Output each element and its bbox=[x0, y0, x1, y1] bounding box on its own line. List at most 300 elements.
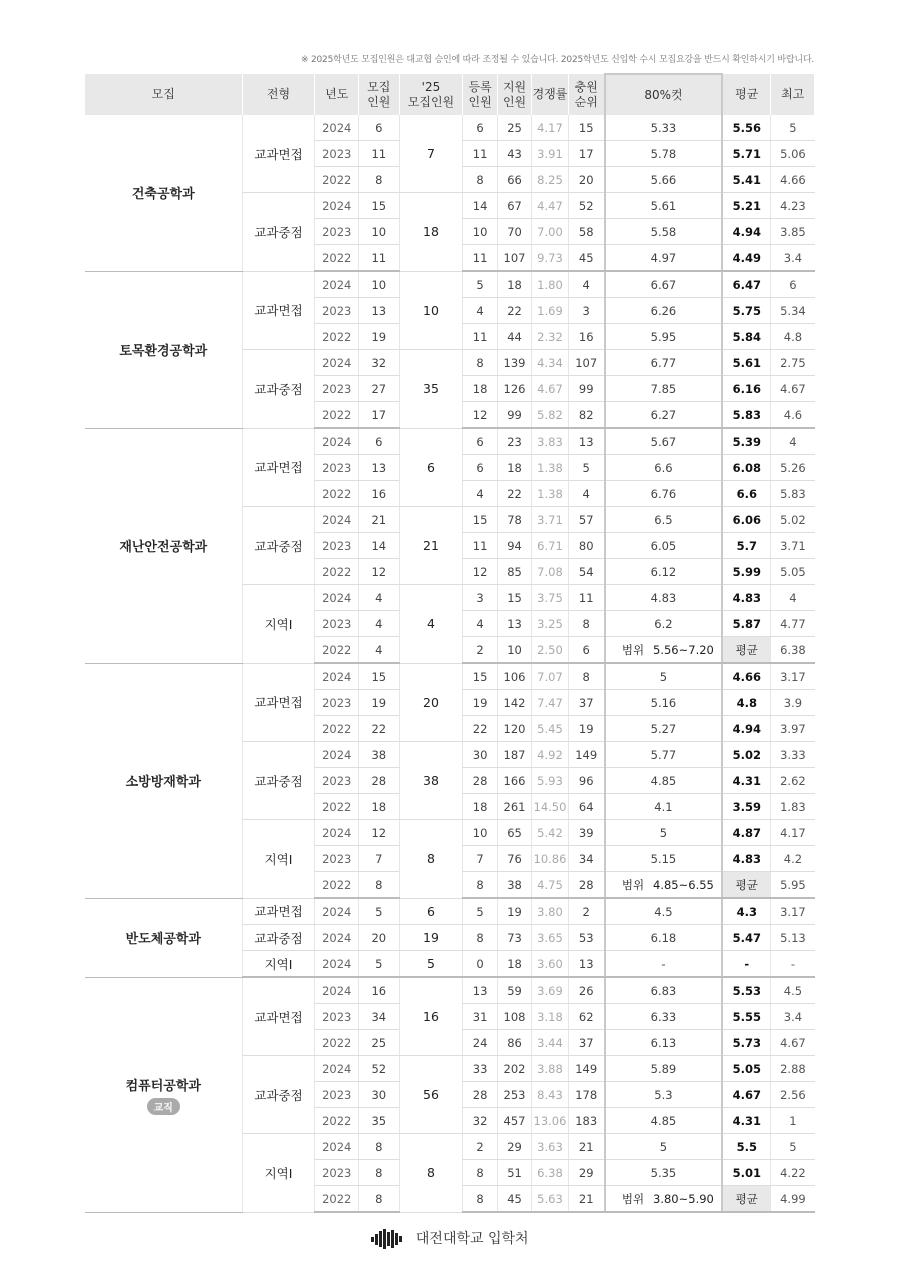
admission-results-table bbox=[85, 73, 815, 1213]
quota-cell: 18 bbox=[359, 794, 400, 820]
competition-rate-cell: 5.63 bbox=[532, 1186, 568, 1213]
competition-rate-cell: 3.25 bbox=[532, 611, 568, 637]
average-cell: 5.5 bbox=[722, 1134, 771, 1160]
waitlist-rank-cell: 149 bbox=[568, 1056, 604, 1082]
max-cell: 3.17 bbox=[771, 663, 815, 690]
max-cell: 3.17 bbox=[771, 898, 815, 925]
average-cell: 5.53 bbox=[722, 977, 771, 1004]
applicants-cell: 106 bbox=[497, 663, 531, 690]
registered-cell: 8 bbox=[463, 1160, 497, 1186]
waitlist-rank-cell: 21 bbox=[568, 1186, 604, 1213]
max-cell: 5.34 bbox=[771, 298, 815, 324]
quota-cell: 10 bbox=[359, 271, 400, 298]
cut-80-cell: 6.6 bbox=[605, 455, 723, 481]
competition-rate-cell: 1.38 bbox=[532, 455, 568, 481]
max-cell: - bbox=[771, 951, 815, 978]
waitlist-rank-cell: 178 bbox=[568, 1082, 604, 1108]
cut-80-cell: 5 bbox=[605, 1134, 723, 1160]
registered-cell: 15 bbox=[463, 663, 497, 690]
admission-type-cell: 교과중점 bbox=[242, 742, 315, 820]
applicants-cell: 45 bbox=[497, 1186, 531, 1213]
cut-80-cell: 6.5 bbox=[605, 507, 723, 533]
cut-80-cell: 6.18 bbox=[605, 925, 723, 951]
waitlist-rank-cell: 13 bbox=[568, 951, 604, 978]
waitlist-rank-cell: 54 bbox=[568, 559, 604, 585]
teaching-badge: 교직 bbox=[147, 1098, 180, 1115]
admission-type-cell: 지역Ⅰ bbox=[242, 1134, 315, 1213]
competition-rate-cell: 5.82 bbox=[532, 402, 568, 429]
cut-80-cell: 6.05 bbox=[605, 533, 723, 559]
header-cell: 최고 bbox=[771, 74, 815, 115]
max-cell: 4.23 bbox=[771, 193, 815, 219]
waitlist-rank-cell: 4 bbox=[568, 481, 604, 507]
average-cell: 4.49 bbox=[722, 245, 771, 272]
average-cell: 5.55 bbox=[722, 1004, 771, 1030]
major-name: 재난안전공학과 bbox=[119, 540, 208, 555]
average-cell: 4.66 bbox=[722, 663, 771, 690]
average-cell: 6.06 bbox=[722, 507, 771, 533]
applicants-cell: 107 bbox=[497, 245, 531, 272]
max-cell: 5 bbox=[771, 1134, 815, 1160]
waitlist-rank-cell: 2 bbox=[568, 898, 604, 925]
applicants-cell: 65 bbox=[497, 820, 531, 846]
admission-type-cell: 교과중점 bbox=[242, 1056, 315, 1134]
waitlist-rank-cell: 4 bbox=[568, 271, 604, 298]
cut-80-cell: 5.15 bbox=[605, 846, 723, 872]
applicants-cell: 29 bbox=[497, 1134, 531, 1160]
quota-cell: 13 bbox=[359, 455, 400, 481]
range-value: 4.85~6.55 bbox=[653, 877, 714, 892]
waitlist-rank-cell: 26 bbox=[568, 977, 604, 1004]
quota-cell: 12 bbox=[359, 559, 400, 585]
cut-80-cell: 6.83 bbox=[605, 977, 723, 1004]
year-cell: 2023 bbox=[315, 611, 359, 637]
registered-cell: 11 bbox=[463, 533, 497, 559]
applicants-cell: 66 bbox=[497, 167, 531, 193]
quota-cell: 22 bbox=[359, 716, 400, 742]
average-cell: 4.3 bbox=[722, 898, 771, 925]
average-label-cell: 평균 bbox=[722, 637, 771, 664]
quota-cell: 11 bbox=[359, 141, 400, 167]
competition-rate-cell: 8.43 bbox=[532, 1082, 568, 1108]
registered-cell: 2 bbox=[463, 637, 497, 664]
major-name-cell bbox=[85, 428, 242, 663]
average-cell: 5.84 bbox=[722, 324, 771, 350]
year-cell: 2023 bbox=[315, 376, 359, 402]
waitlist-rank-cell: 183 bbox=[568, 1108, 604, 1134]
quota-cell: 35 bbox=[359, 1108, 400, 1134]
applicants-cell: 253 bbox=[497, 1082, 531, 1108]
year-cell: 2024 bbox=[315, 507, 359, 533]
competition-rate-cell: 3.91 bbox=[532, 141, 568, 167]
registered-cell: 13 bbox=[463, 977, 497, 1004]
waitlist-rank-cell: 15 bbox=[568, 115, 604, 141]
registered-cell: 5 bbox=[463, 271, 497, 298]
applicants-cell: 18 bbox=[497, 455, 531, 481]
average-cell: 4.94 bbox=[722, 716, 771, 742]
quota-cell: 17 bbox=[359, 402, 400, 429]
waitlist-rank-cell: 29 bbox=[568, 1160, 604, 1186]
applicants-cell: 13 bbox=[497, 611, 531, 637]
quota-2025-cell: 8 bbox=[399, 1134, 463, 1213]
competition-rate-cell: 4.17 bbox=[532, 115, 568, 141]
header-cell: 모집 인원 bbox=[359, 74, 400, 115]
quota-cell: 8 bbox=[359, 1134, 400, 1160]
average-label-cell: 평균 bbox=[722, 1186, 771, 1213]
registered-cell: 12 bbox=[463, 402, 497, 429]
range-label: 범위 bbox=[621, 642, 645, 657]
quota-cell: 16 bbox=[359, 977, 400, 1004]
registered-cell: 6 bbox=[463, 428, 497, 455]
header-cell: 80%컷 bbox=[605, 74, 723, 115]
max-cell: 3.4 bbox=[771, 245, 815, 272]
max-cell: 4.6 bbox=[771, 402, 815, 429]
year-cell: 2024 bbox=[315, 820, 359, 846]
header-cell: 년도 bbox=[315, 74, 359, 115]
competition-rate-cell: 3.63 bbox=[532, 1134, 568, 1160]
quota-cell: 38 bbox=[359, 742, 400, 768]
cut-80-cell: 5.27 bbox=[605, 716, 723, 742]
major-name: 토목환경공학과 bbox=[119, 344, 208, 359]
applicants-cell: 19 bbox=[497, 898, 531, 925]
quota-cell: 25 bbox=[359, 1030, 400, 1056]
quota-2025-cell: 6 bbox=[399, 898, 463, 925]
competition-rate-cell: 2.32 bbox=[532, 324, 568, 350]
average-cell: 6.16 bbox=[722, 376, 771, 402]
year-cell: 2022 bbox=[315, 1108, 359, 1134]
year-cell: 2022 bbox=[315, 481, 359, 507]
waitlist-rank-cell: 52 bbox=[568, 193, 604, 219]
max-cell: 5.83 bbox=[771, 481, 815, 507]
waitlist-rank-cell: 99 bbox=[568, 376, 604, 402]
competition-rate-cell: 3.71 bbox=[532, 507, 568, 533]
registered-cell: 28 bbox=[463, 1082, 497, 1108]
registered-cell: 33 bbox=[463, 1056, 497, 1082]
average-cell: 5.41 bbox=[722, 167, 771, 193]
cut-80-cell: 6.2 bbox=[605, 611, 723, 637]
max-cell: 4.8 bbox=[771, 324, 815, 350]
cut-80-cell: 5.35 bbox=[605, 1160, 723, 1186]
registered-cell: 10 bbox=[463, 219, 497, 245]
cut-80-cell: 4.83 bbox=[605, 585, 723, 611]
applicants-cell: 86 bbox=[497, 1030, 531, 1056]
year-cell: 2022 bbox=[315, 167, 359, 193]
header-cell: 모집 bbox=[85, 74, 242, 115]
waitlist-rank-cell: 58 bbox=[568, 219, 604, 245]
header-cell: 충원 순위 bbox=[568, 74, 604, 115]
registered-cell: 18 bbox=[463, 794, 497, 820]
cut-80-cell: 5.58 bbox=[605, 219, 723, 245]
university-logo-icon bbox=[371, 1229, 405, 1249]
average-cell: 5.02 bbox=[722, 742, 771, 768]
competition-rate-cell: 1.69 bbox=[532, 298, 568, 324]
admission-type-cell: 교과면접 bbox=[242, 271, 315, 350]
applicants-cell: 38 bbox=[497, 872, 531, 899]
average-cell: 3.59 bbox=[722, 794, 771, 820]
cut-80-cell: 5.66 bbox=[605, 167, 723, 193]
waitlist-rank-cell: 82 bbox=[568, 402, 604, 429]
competition-rate-cell: 3.44 bbox=[532, 1030, 568, 1056]
year-cell: 2024 bbox=[315, 951, 359, 978]
header-cell: 전형 bbox=[242, 74, 315, 115]
footer bbox=[0, 1228, 900, 1249]
year-cell: 2024 bbox=[315, 898, 359, 925]
average-cell: 5.87 bbox=[722, 611, 771, 637]
major-name-cell bbox=[85, 898, 242, 977]
competition-rate-cell: 4.92 bbox=[532, 742, 568, 768]
competition-rate-cell: 5.45 bbox=[532, 716, 568, 742]
range-cell bbox=[605, 637, 723, 664]
waitlist-rank-cell: 5 bbox=[568, 455, 604, 481]
average-cell: 5.47 bbox=[722, 925, 771, 951]
registered-cell: 4 bbox=[463, 611, 497, 637]
max-cell: 2.75 bbox=[771, 350, 815, 376]
cut-80-cell: 6.67 bbox=[605, 271, 723, 298]
applicants-cell: 126 bbox=[497, 376, 531, 402]
max-cell: 5.13 bbox=[771, 925, 815, 951]
admission-type-cell: 지역Ⅰ bbox=[242, 585, 315, 664]
waitlist-rank-cell: 20 bbox=[568, 167, 604, 193]
cut-80-cell: 5.33 bbox=[605, 115, 723, 141]
registered-cell: 7 bbox=[463, 846, 497, 872]
registered-cell: 15 bbox=[463, 507, 497, 533]
registered-cell: 8 bbox=[463, 872, 497, 899]
cut-80-cell: 4.97 bbox=[605, 245, 723, 272]
average-cell: 5.71 bbox=[722, 141, 771, 167]
competition-rate-cell: 7.00 bbox=[532, 219, 568, 245]
waitlist-rank-cell: 13 bbox=[568, 428, 604, 455]
year-cell: 2024 bbox=[315, 1056, 359, 1082]
competition-rate-cell: 1.38 bbox=[532, 481, 568, 507]
cut-80-cell: 6.12 bbox=[605, 559, 723, 585]
admission-type-cell: 교과중점 bbox=[242, 350, 315, 429]
table-body bbox=[85, 115, 815, 1212]
average-cell: 5.7 bbox=[722, 533, 771, 559]
waitlist-rank-cell: 19 bbox=[568, 716, 604, 742]
quota-cell: 52 bbox=[359, 1056, 400, 1082]
max-cell: 5.02 bbox=[771, 507, 815, 533]
max-cell: 3.97 bbox=[771, 716, 815, 742]
year-cell: 2022 bbox=[315, 716, 359, 742]
registered-cell: 4 bbox=[463, 481, 497, 507]
quota-cell: 8 bbox=[359, 872, 400, 899]
major-name: 소방방재학과 bbox=[125, 775, 201, 790]
year-cell: 2024 bbox=[315, 585, 359, 611]
table-row bbox=[85, 271, 815, 298]
max-cell: 3.33 bbox=[771, 742, 815, 768]
registered-cell: 8 bbox=[463, 350, 497, 376]
header-cell: '25 모집인원 bbox=[399, 74, 463, 115]
applicants-cell: 10 bbox=[497, 637, 531, 664]
range-cell bbox=[605, 872, 723, 899]
overall-average-cell: 4.99 bbox=[771, 1186, 815, 1213]
max-cell: 4.5 bbox=[771, 977, 815, 1004]
admission-type-cell: 교과면접 bbox=[242, 663, 315, 742]
quota-cell: 6 bbox=[359, 115, 400, 141]
max-cell: 5.26 bbox=[771, 455, 815, 481]
quota-cell: 4 bbox=[359, 585, 400, 611]
applicants-cell: 457 bbox=[497, 1108, 531, 1134]
max-cell: 2.56 bbox=[771, 1082, 815, 1108]
quota-2025-cell: 21 bbox=[399, 507, 463, 585]
waitlist-rank-cell: 149 bbox=[568, 742, 604, 768]
registered-cell: 8 bbox=[463, 925, 497, 951]
waitlist-rank-cell: 8 bbox=[568, 663, 604, 690]
competition-rate-cell: 5.42 bbox=[532, 820, 568, 846]
cut-80-cell: 5.78 bbox=[605, 141, 723, 167]
registered-cell: 18 bbox=[463, 376, 497, 402]
quota-cell: 14 bbox=[359, 533, 400, 559]
quota-2025-cell: 5 bbox=[399, 951, 463, 978]
quota-cell: 20 bbox=[359, 925, 400, 951]
quota-2025-cell: 4 bbox=[399, 585, 463, 664]
max-cell: 1.83 bbox=[771, 794, 815, 820]
admission-type-cell: 교과면접 bbox=[242, 115, 315, 193]
table-row bbox=[85, 898, 815, 925]
applicants-cell: 94 bbox=[497, 533, 531, 559]
header-cell: 등록 인원 bbox=[463, 74, 497, 115]
registered-cell: 2 bbox=[463, 1134, 497, 1160]
registered-cell: 3 bbox=[463, 585, 497, 611]
max-cell: 5.06 bbox=[771, 141, 815, 167]
admission-type-cell: 교과중점 bbox=[242, 193, 315, 272]
major-name-cell bbox=[85, 977, 242, 1212]
cut-80-cell: 4.85 bbox=[605, 768, 723, 794]
average-cell: 4.31 bbox=[722, 768, 771, 794]
cut-80-cell: 5.95 bbox=[605, 324, 723, 350]
applicants-cell: 166 bbox=[497, 768, 531, 794]
table-row bbox=[85, 663, 815, 690]
registered-cell: 19 bbox=[463, 690, 497, 716]
average-cell: - bbox=[722, 951, 771, 978]
average-cell: 5.01 bbox=[722, 1160, 771, 1186]
registered-cell: 8 bbox=[463, 1186, 497, 1213]
average-cell: 6.47 bbox=[722, 271, 771, 298]
quota-2025-cell: 35 bbox=[399, 350, 463, 429]
year-cell: 2023 bbox=[315, 141, 359, 167]
waitlist-rank-cell: 8 bbox=[568, 611, 604, 637]
waitlist-rank-cell: 45 bbox=[568, 245, 604, 272]
quota-2025-cell: 10 bbox=[399, 271, 463, 350]
cut-80-cell: 6.13 bbox=[605, 1030, 723, 1056]
major-name-cell bbox=[85, 115, 242, 271]
cut-80-cell: 5.3 bbox=[605, 1082, 723, 1108]
cut-80-cell: - bbox=[605, 951, 723, 978]
quota-cell: 4 bbox=[359, 611, 400, 637]
year-cell: 2023 bbox=[315, 1082, 359, 1108]
quota-cell: 6 bbox=[359, 428, 400, 455]
applicants-cell: 18 bbox=[497, 951, 531, 978]
average-cell: 4.31 bbox=[722, 1108, 771, 1134]
admission-type-cell: 교과중점 bbox=[242, 507, 315, 585]
waitlist-rank-cell: 37 bbox=[568, 1030, 604, 1056]
waitlist-rank-cell: 21 bbox=[568, 1134, 604, 1160]
applicants-cell: 43 bbox=[497, 141, 531, 167]
registered-cell: 28 bbox=[463, 768, 497, 794]
quota-2025-cell: 7 bbox=[399, 115, 463, 193]
admission-type-cell: 지역Ⅰ bbox=[242, 820, 315, 899]
applicants-cell: 139 bbox=[497, 350, 531, 376]
max-cell: 3.9 bbox=[771, 690, 815, 716]
max-cell: 4.67 bbox=[771, 1030, 815, 1056]
waitlist-rank-cell: 96 bbox=[568, 768, 604, 794]
registered-cell: 4 bbox=[463, 298, 497, 324]
range-value: 5.56~7.20 bbox=[653, 642, 714, 657]
max-cell: 4.67 bbox=[771, 376, 815, 402]
cut-80-cell: 5.89 bbox=[605, 1056, 723, 1082]
range-label: 범위 bbox=[621, 877, 645, 892]
cut-80-cell: 7.85 bbox=[605, 376, 723, 402]
range-value: 3.80~5.90 bbox=[653, 1191, 714, 1206]
applicants-cell: 108 bbox=[497, 1004, 531, 1030]
quota-cell: 27 bbox=[359, 376, 400, 402]
registered-cell: 14 bbox=[463, 193, 497, 219]
year-cell: 2022 bbox=[315, 559, 359, 585]
competition-rate-cell: 13.06 bbox=[532, 1108, 568, 1134]
competition-rate-cell: 10.86 bbox=[532, 846, 568, 872]
overall-average-cell: 6.38 bbox=[771, 637, 815, 664]
cut-80-cell: 6.77 bbox=[605, 350, 723, 376]
quota-cell: 32 bbox=[359, 350, 400, 376]
quota-cell: 19 bbox=[359, 690, 400, 716]
max-cell: 4.66 bbox=[771, 167, 815, 193]
header-cell: 평균 bbox=[722, 74, 771, 115]
quota-2025-cell: 38 bbox=[399, 742, 463, 820]
year-cell: 2022 bbox=[315, 794, 359, 820]
applicants-cell: 202 bbox=[497, 1056, 531, 1082]
year-cell: 2023 bbox=[315, 846, 359, 872]
quota-2025-cell: 6 bbox=[399, 428, 463, 507]
competition-rate-cell: 1.80 bbox=[532, 271, 568, 298]
quota-cell: 8 bbox=[359, 1160, 400, 1186]
office-name: 입학처 bbox=[487, 1231, 529, 1247]
max-cell: 3.71 bbox=[771, 533, 815, 559]
quota-cell: 28 bbox=[359, 768, 400, 794]
waitlist-rank-cell: 39 bbox=[568, 820, 604, 846]
average-cell: 5.39 bbox=[722, 428, 771, 455]
max-cell: 5.05 bbox=[771, 559, 815, 585]
registered-cell: 11 bbox=[463, 245, 497, 272]
competition-rate-cell: 7.08 bbox=[532, 559, 568, 585]
range-label: 범위 bbox=[621, 1191, 645, 1206]
applicants-cell: 22 bbox=[497, 298, 531, 324]
registered-cell: 22 bbox=[463, 716, 497, 742]
average-label-cell: 평균 bbox=[722, 872, 771, 899]
applicants-cell: 187 bbox=[497, 742, 531, 768]
average-cell: 5.61 bbox=[722, 350, 771, 376]
major-name-cell bbox=[85, 663, 242, 898]
waitlist-rank-cell: 11 bbox=[568, 585, 604, 611]
applicants-cell: 23 bbox=[497, 428, 531, 455]
waitlist-rank-cell: 3 bbox=[568, 298, 604, 324]
year-cell: 2023 bbox=[315, 1004, 359, 1030]
waitlist-rank-cell: 37 bbox=[568, 690, 604, 716]
quota-cell: 4 bbox=[359, 637, 400, 664]
quota-cell: 15 bbox=[359, 193, 400, 219]
year-cell: 2024 bbox=[315, 925, 359, 951]
registered-cell: 32 bbox=[463, 1108, 497, 1134]
competition-rate-cell: 3.80 bbox=[532, 898, 568, 925]
cut-80-cell: 6.76 bbox=[605, 481, 723, 507]
applicants-cell: 76 bbox=[497, 846, 531, 872]
registered-cell: 30 bbox=[463, 742, 497, 768]
applicants-cell: 18 bbox=[497, 271, 531, 298]
range-cell bbox=[605, 1186, 723, 1213]
max-cell: 2.88 bbox=[771, 1056, 815, 1082]
cut-80-cell: 4.5 bbox=[605, 898, 723, 925]
year-cell: 2022 bbox=[315, 402, 359, 429]
waitlist-rank-cell: 6 bbox=[568, 637, 604, 664]
